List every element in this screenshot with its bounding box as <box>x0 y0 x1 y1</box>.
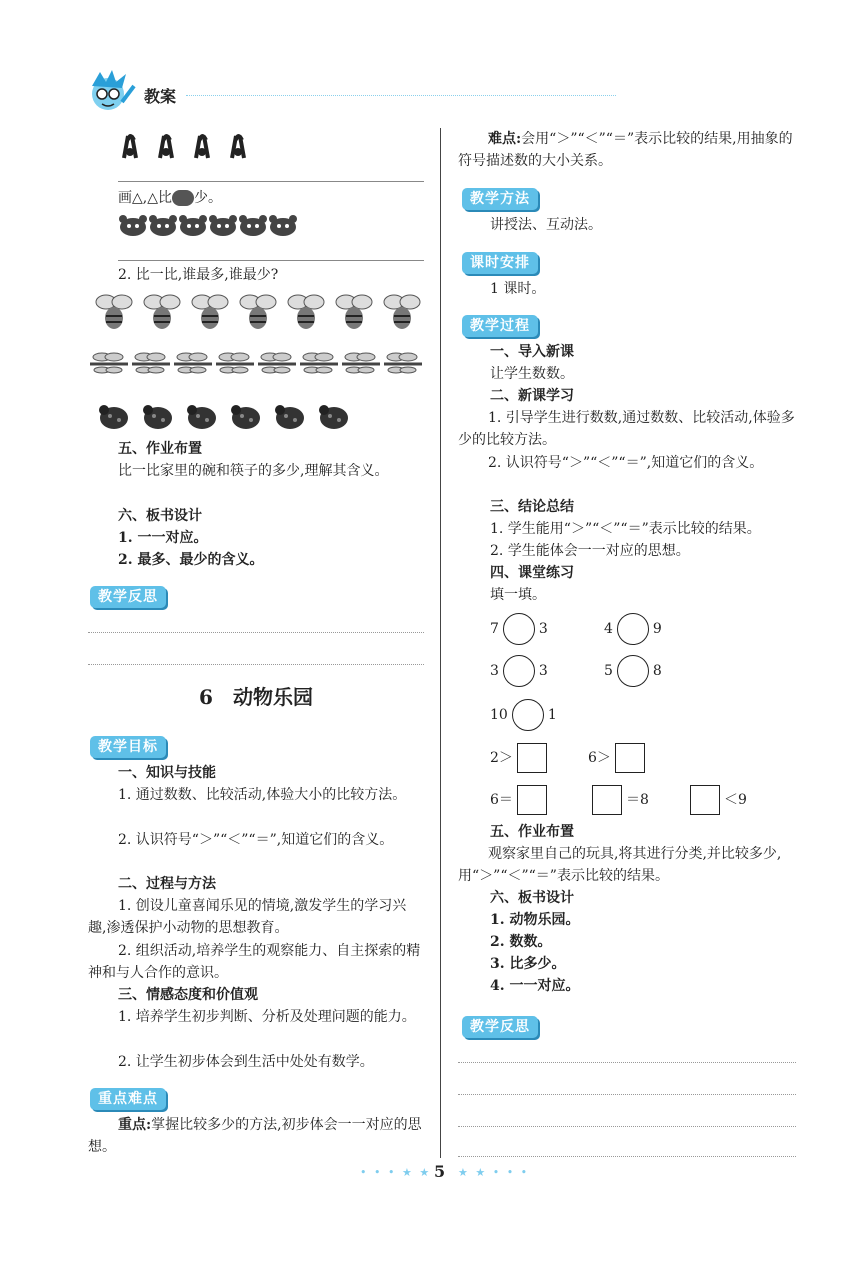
g2-item-1: 1. 创设儿童喜闻乐见的情境,激发学生的学习兴趣,渗透保护小动物的思想教育。 <box>88 898 407 936</box>
goal-tag: 教学目标 <box>90 736 166 758</box>
s1-text: 让学生数数。 <box>490 366 574 382</box>
dragonfly-icon <box>88 350 130 380</box>
answer-box[interactable] <box>615 743 645 773</box>
ladybug-icon <box>312 402 356 436</box>
reflect-line <box>88 632 424 633</box>
bear-icon <box>178 214 208 242</box>
answer-circle[interactable] <box>503 613 535 645</box>
draw-prompt: 画△,△比 少。 <box>118 190 222 206</box>
bee-row <box>92 290 428 338</box>
s6-item-3: 3. 比多少。 <box>490 956 566 972</box>
monkey-icon <box>226 130 262 164</box>
exercise-2a: 3 3 <box>490 654 548 688</box>
ladybug-icon <box>268 402 312 436</box>
key-tag: 重点难点 <box>90 1088 166 1110</box>
g1-title: 一、知识与技能 <box>118 765 216 781</box>
method-tag: 教学方法 <box>462 188 538 210</box>
bee-icon <box>236 290 284 338</box>
time-tag: 课时安排 <box>462 252 538 274</box>
process-tag: 教学过程 <box>462 315 538 337</box>
dragonfly-row <box>88 350 424 380</box>
exercise-2b: 5 8 <box>604 654 662 688</box>
exercise-5c: ＜9 <box>686 783 747 817</box>
ladybug-icon <box>136 402 180 436</box>
reflect-line <box>458 1156 796 1157</box>
bear-icon <box>208 214 238 242</box>
s6-item-4: 4. 一一对应。 <box>490 978 580 994</box>
exercise-5b: ＝8 <box>588 783 649 817</box>
hw-text: 比一比家里的碗和筷子的多少,理解其含义。 <box>118 463 389 479</box>
reflect-line <box>458 1062 796 1063</box>
bee-icon <box>188 290 236 338</box>
answer-box[interactable] <box>592 785 622 815</box>
bear-icon <box>148 214 178 242</box>
bear-icon <box>268 214 298 242</box>
exercise-3: 10 1 <box>490 698 557 732</box>
monkey-row <box>118 130 262 164</box>
hw-title: 五、作业布置 <box>118 441 202 457</box>
dragonfly-icon <box>256 350 298 380</box>
bee-icon <box>332 290 380 338</box>
monkey-icon <box>190 130 226 164</box>
dragonfly-icon <box>130 350 172 380</box>
header-label: 教案 <box>144 87 177 106</box>
answer-box[interactable] <box>517 785 547 815</box>
board-title: 六、板书设计 <box>118 508 202 524</box>
answer-box[interactable] <box>690 785 720 815</box>
g3-item-2: 2. 让学生初步体会到生活中处处有数学。 <box>118 1054 374 1070</box>
reflect-line <box>88 664 424 665</box>
answer-circle[interactable] <box>512 699 544 731</box>
bee-icon <box>380 290 428 338</box>
s2-item-1: 1. 引导学生进行数数,通过数数、比较活动,体验多少的比较方法。 <box>458 410 795 448</box>
dragonfly-icon <box>172 350 214 380</box>
key-text: 重点:掌握比较多少的方法,初步体会一一对应的思想。 <box>88 1117 422 1155</box>
s3-item-2: 2. 学生能体会一一对应的思想。 <box>490 543 690 559</box>
answer-box[interactable] <box>517 743 547 773</box>
footer-stars-right: ★ ★ • • • <box>458 1166 530 1179</box>
g3-item-1: 1. 培养学生初步判断、分析及处理问题的能力。 <box>118 1009 416 1025</box>
s2-title: 二、新课学习 <box>490 388 574 404</box>
bee-icon <box>284 290 332 338</box>
reflect-line <box>458 1126 796 1127</box>
separator <box>118 260 424 261</box>
s6-title: 六、板书设计 <box>490 890 574 906</box>
reflect-tag-right: 教学反思 <box>462 1016 538 1038</box>
g1-item-1: 1. 通过数数、比较活动,体验大小的比较方法。 <box>118 787 407 803</box>
exercise-1a: 7 3 <box>490 612 548 646</box>
bee-icon <box>92 290 140 338</box>
g1-item-2: 2. 认识符号“＞”“＜”“＝”,知道它们的含义。 <box>118 832 394 848</box>
exercise-5a: 6＝ <box>490 783 551 817</box>
answer-circle[interactable] <box>617 655 649 687</box>
bear-icon <box>172 190 194 206</box>
s5-text: 观察家里自己的玩具,将其进行分类,并比较多少,用“＞”“＜”“＝”表示比较的结果。 <box>458 846 782 884</box>
header-rule <box>186 95 616 96</box>
footer-stars-left: • • • ★ ★ <box>360 1166 432 1179</box>
ladybug-icon <box>224 402 268 436</box>
ladybug-row <box>92 402 356 436</box>
answer-circle[interactable] <box>503 655 535 687</box>
s3-item-1: 1. 学生能用“＞”“＜”“＝”表示比较的结果。 <box>490 521 761 537</box>
answer-circle[interactable] <box>617 613 649 645</box>
method-text: 讲授法、互动法。 <box>490 217 602 233</box>
separator <box>118 181 424 182</box>
s4-text: 填一填。 <box>490 587 546 603</box>
dragonfly-icon <box>340 350 382 380</box>
mascot-icon <box>84 66 136 118</box>
g2-item-2: 2. 组织活动,培养学生的观察能力、自主探索的精神和与人合作的意识。 <box>88 943 421 981</box>
exercise-4b: 6＞ <box>588 741 649 775</box>
dragonfly-icon <box>214 350 256 380</box>
exercise-4a: 2＞ <box>490 741 551 775</box>
monkey-icon <box>154 130 190 164</box>
dragonfly-icon <box>298 350 340 380</box>
s3-title: 三、结论总结 <box>490 499 574 515</box>
bear-icon <box>238 214 268 242</box>
page-number: 5 <box>434 1162 446 1181</box>
s1-title: 一、导入新课 <box>490 344 574 360</box>
reflect-line <box>458 1094 796 1095</box>
lesson-title: 6 动物乐园 <box>199 685 313 709</box>
bear-row <box>118 214 298 242</box>
bear-icon <box>118 214 148 242</box>
column-divider <box>440 128 441 1158</box>
s6-item-1: 1. 动物乐园。 <box>490 912 580 928</box>
board-item-1: 1. 一一对应。 <box>118 530 208 546</box>
ladybug-icon <box>180 402 224 436</box>
g2-title: 二、过程与方法 <box>118 876 216 892</box>
s5-title: 五、作业布置 <box>490 824 574 840</box>
s4-title: 四、课堂练习 <box>490 565 574 581</box>
bee-icon <box>140 290 188 338</box>
s6-item-2: 2. 数数。 <box>490 934 552 950</box>
s2-item-2: 2. 认识符号“＞”“＜”“＝”,知道它们的含义。 <box>488 455 764 471</box>
board-item-2: 2. 最多、最少的含义。 <box>118 552 264 568</box>
reflect-tag-left: 教学反思 <box>90 586 166 608</box>
time-text: 1 课时。 <box>490 281 546 297</box>
exercise-1b: 4 9 <box>604 612 662 646</box>
difficulty-text: 难点:会用“＞”“＜”“＝”表示比较的结果,用抽象的符号描述数的大小关系。 <box>458 131 793 169</box>
ladybug-icon <box>92 402 136 436</box>
g3-title: 三、情感态度和价值观 <box>118 987 258 1003</box>
dragonfly-icon <box>382 350 424 380</box>
q2-text: 2. 比一比,谁最多,谁最少? <box>118 267 279 283</box>
monkey-icon <box>118 130 154 164</box>
